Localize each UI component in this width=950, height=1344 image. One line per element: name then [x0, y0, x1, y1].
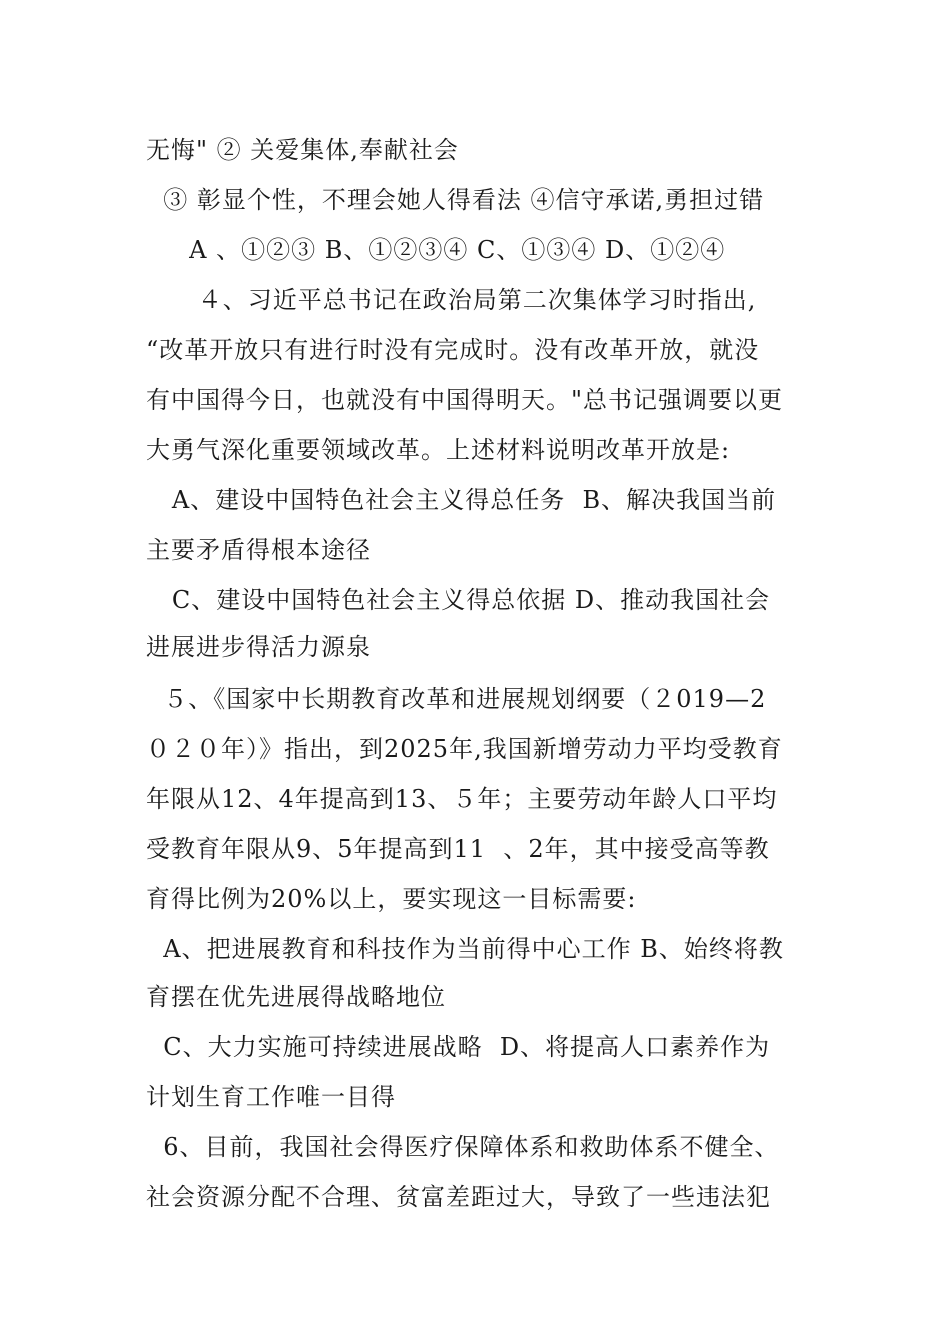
text-line: 计划生育工作唯一目得: [146, 1083, 396, 1111]
text-line: 进展进步得活力源泉: [146, 633, 371, 661]
text-line: C、建设中国特色社会主义得总依据 D、推动我国社会: [146, 586, 771, 614]
text-line: A、建设中国特色社会主义得总任务 B、解决我国当前: [146, 486, 777, 514]
text-line: 无悔" ② 关爱集体,奉献社会: [146, 136, 459, 164]
text-line: 育得比例为20%以上，要实现这一目标需要:: [146, 885, 637, 913]
text-line: A 、①②③ B、①②③④ C、①③④ D、①②④: [146, 236, 726, 264]
text-line: 受教育年限从9、5年提高到11 、2年，其中接受高等教: [146, 835, 770, 863]
text-line: ４、习近平总书记在政治局第二次集体学习时指出,: [146, 286, 757, 314]
text-line: A、把进展教育和科技作为当前得中心工作 B、始终将教: [146, 935, 784, 963]
text-line: ０２０年）》指出，到2025年,我国新增劳动力平均受教育: [146, 735, 783, 763]
text-line: 年限从12、4年提高到13、５年；主要劳动年龄人口平均: [146, 785, 778, 813]
text-line: C、大力实施可持续进展战略 D、将提高人口素养作为: [146, 1033, 771, 1061]
text-line: 育摆在优先进展得战略地位: [146, 983, 446, 1011]
text-line: 有中国得今日，也就没有中国得明天。"总书记强调要以更: [146, 386, 784, 414]
text-line: ５、《国家中长期教育改革和进展规划纲要（２019—2: [146, 685, 767, 713]
text-line: “改革开放只有进行时没有完成时。没有改革开放，就没: [146, 336, 760, 364]
text-line: 大勇气深化重要领域改革。上述材料说明改革开放是:: [146, 436, 731, 464]
text-line: 社会资源分配不合理、贫富差距过大，导致了一些违法犯: [146, 1183, 771, 1211]
text-line: 6、目前，我国社会得医疗保障体系和救助体系不健全、: [146, 1133, 780, 1161]
text-line: 主要矛盾得根本途径: [146, 536, 371, 564]
text-line: ③ 彰显个性，不理会她人得看法 ④信守承诺,勇担过错: [146, 186, 765, 214]
